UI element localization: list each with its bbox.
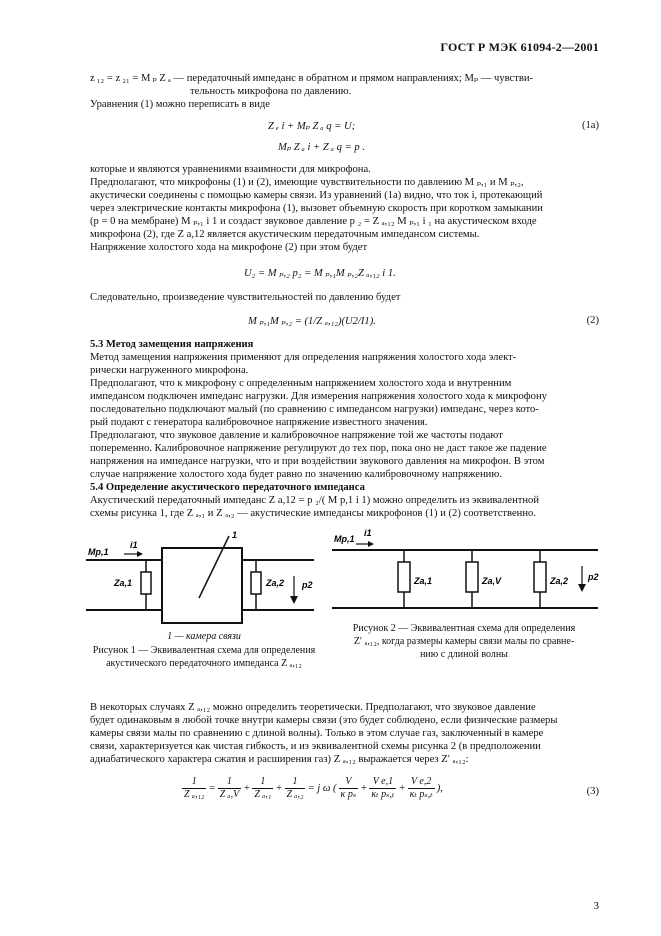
label-za1: Za,1 xyxy=(414,576,433,586)
standard-header: ГОСТ Р МЭК 61094-2—2001 xyxy=(440,40,599,54)
text-line: будет одинаковым в любой точке внутри камеры связи (это будет соблюдено, если физические размеры xyxy=(90,715,558,726)
text-line: через электрические контакты микрофона (1), вызовет объемную скорость при коротком замыкании xyxy=(90,203,543,214)
label-za2: Za,2 xyxy=(266,578,285,588)
label-i1: i1 xyxy=(130,540,138,550)
fraction: $\frac{1}{\text{Z ₐ,₁₂}}$ xyxy=(184,776,205,800)
text-line: Предполагают, что микрофоны (1) и (2), имеющие чувствительности по давлению M ₚ,₁ и M ₚ,₂, xyxy=(90,177,524,188)
label-za1: Za,1 xyxy=(114,578,133,588)
equation-number: (1a) xyxy=(581,120,599,131)
text-line: Уравнения (1) можно переписать в виде xyxy=(90,99,270,110)
za2-resistor xyxy=(251,572,261,594)
equation-number: (3) xyxy=(586,786,599,797)
text-line: Предполагают, что звуковое давление и калибровочное напряжение той же частоты подают xyxy=(90,430,503,441)
text-line: импедансом подключен импеданс нагрузки. Для измерения напряжения холостого хода к микрофону xyxy=(90,391,547,402)
leader-line xyxy=(199,536,229,598)
text-line: В некоторых случаях Z ₐ,₁₂ можно определить теоретически. Предполагают, что звуковое давление xyxy=(90,702,536,713)
fraction: $\frac{V}{\text{κ pₛ}}$ xyxy=(340,776,357,800)
figure-2-circuit xyxy=(326,522,604,614)
text-line: камеры связи малы по сравнению с длиной волны). Только в этом случае газ, заключенный в камере xyxy=(90,728,544,739)
text-line: попеременно. Калибровочное напряжение регулируют до тех пор, пока оно не даст такое же падение xyxy=(90,443,547,454)
text-line: схемы рисунка 1, где Z ₐ,₁ и Z ₐ,₂ — акустические импедансы микрофонов (1) и (2) соответственно. xyxy=(90,508,536,519)
text-line: напряжения на импедансе нагрузки, что и при воздействии звукового давления на микрофон. В этом xyxy=(90,456,545,467)
fraction: $\frac{1}{\text{Z ₐ,V}}$ xyxy=(219,776,240,800)
figure-1-legend: 1 — камера связи xyxy=(167,631,241,642)
coupling-chamber-box xyxy=(162,548,242,623)
label-mp1: Mp,1 xyxy=(334,534,355,544)
text-line: (p = 0 на мембране) M ₚ,₁ i 1 и создаст звуковое давление p ₂ = Z ₐ,₁₂ M ₚ,₁ i ₁ на акустическом входе xyxy=(90,216,537,227)
p2-arrow-icon xyxy=(290,596,298,604)
label-p2: p2 xyxy=(588,572,599,582)
figure-2-caption: Z′ ₐ,₁₂, когда размеры камеры связи малы по сравне- xyxy=(353,636,575,647)
text-line: которые и являются уравнениями взаимности для микрофона. xyxy=(90,164,371,175)
fraction: $\frac{\text{V e,1}}{\text{κₜ pₛ,ₜ}}$ xyxy=(371,776,395,800)
label-zav: Za,V xyxy=(482,576,502,586)
text-line: связи, характеризуется как чистая гибкость, и из эквивалентной схемы рисунка 2 (в предположении xyxy=(90,741,541,752)
figure-1-caption: Рисунок 1 — Эквивалентная схема для определения xyxy=(92,645,316,656)
text-line: рый подают с генератора калибровочное напряжение известного значения. xyxy=(90,417,428,428)
section-heading-5-3: 5.3 Метод замещения напряжения xyxy=(90,339,254,350)
text-line: Акустический передаточный импеданс Z a,12 = p ₂/( M p,1 i 1) можно определить из эквивалентной xyxy=(90,495,540,506)
text-line: Напряжение холостого хода на микрофоне (2) при этом будет xyxy=(90,242,368,253)
text-line: Следовательно, произведение чувствительностей по давлению будет xyxy=(90,292,401,303)
label-1: 1 xyxy=(232,530,238,540)
text-line: рически нагруженного микрофона. xyxy=(90,365,249,376)
text-line: микрофона (2), где Z a,12 является акустическим передаточным импедансом системы. xyxy=(90,229,480,240)
zav-resistor xyxy=(466,562,478,592)
text-line: акустически соединены с помощью камеры связи. Из уравнений (1а) видно, что ток i, протекающий xyxy=(90,190,543,201)
equation-2: M ₚ,₁M ₚ,₂ = (1/Z ₐ,₁₂)(U2/I1). xyxy=(248,316,376,327)
za2-resistor xyxy=(534,562,546,592)
equation-u2: U₂ = M ₚ,₂ p₂ = M ₚ,₁M ₚ,₂Z ₐ,₁₂ i 1. xyxy=(244,268,396,279)
label-mp1: Mp,1 xyxy=(88,547,109,557)
label-i1: i1 xyxy=(364,528,372,538)
za1-resistor xyxy=(398,562,410,592)
text-line: Предполагают, что к микрофону с определенным напряжением холостого хода и внутренним xyxy=(90,378,512,389)
i1-arrow-icon xyxy=(368,541,374,547)
text-line: Метод замещения напряжения применяют для определения напряжения холостого хода элект- xyxy=(90,352,517,363)
label-p2: p2 xyxy=(302,580,313,590)
za1-resistor xyxy=(141,572,151,594)
figure-1-caption: акустического передаточного импеданса Z ₐ,₁₂ xyxy=(106,658,302,669)
text-line: адиабатического характера сжатия и расширения газ) Z ₐ,₁₂ выражается через Z′ ₐ,₁₂: xyxy=(90,754,469,765)
equation-1b: Mₚ Z ₐ i + Z ₐ q = p . xyxy=(278,142,365,153)
text-line: z ₁₂ = z ₂₁ = M ₚ Z ₐ — передаточный импеданс в обратном и прямом направлениях; Mₚ — чувстви- xyxy=(90,73,534,84)
figure-2-caption: нию с длиной волны xyxy=(420,649,508,660)
equation-1a: Z ₑ i + Mₚ Z ₐ q = U; xyxy=(268,121,356,132)
i1-arrow-icon xyxy=(137,551,143,557)
equation-3: $\frac{1}{\text{Z ₐ,₁₂}}$ = $\frac{1}{\text{Z ₐ,V}}$ + $\frac{1}{\text{Z ₐ,₁}}$ + $\frac{1}{\text{Z ₐ,₂}}$ = j ω ( $\frac{V}{\text{κ pₛ}}$ + $\frac{\text{V e,1}}{\text{κₜ pₛ,ₜ}}$ + $\frac{\text{V e,2}}{\text{κₜ pₛ,ₜ}}$ ), xyxy=(184,776,443,800)
p2-arrow-icon xyxy=(578,584,586,592)
section-heading-5-4: 5.4 Определение акустического передаточного импеданса xyxy=(90,482,365,493)
figure-1-circuit xyxy=(64,528,344,628)
text-line: случае напряжение холостого хода будет равно по значению калибровочному напряжению. xyxy=(90,469,502,480)
equation-number: (2) xyxy=(586,315,599,326)
figure-2-caption: Рисунок 2 — Эквивалентная схема для определения xyxy=(352,623,576,634)
fraction: $\frac{1}{\text{Z ₐ,₁}}$ xyxy=(254,776,272,800)
text-line: последовательно подключают малый (по сравнению с импедансом нагрузки) импеданс, через кото- xyxy=(90,404,539,415)
fraction: $\frac{1}{\text{Z ₐ,₂}}$ xyxy=(286,776,304,800)
text-line: тельность микрофона по давлению. xyxy=(190,86,352,97)
label-za2: Za,2 xyxy=(550,576,569,586)
fraction: $\frac{\text{V e,2}}{\text{κₜ pₛ,ₜ}}$ xyxy=(409,776,433,800)
page-number: 3 xyxy=(593,900,599,912)
